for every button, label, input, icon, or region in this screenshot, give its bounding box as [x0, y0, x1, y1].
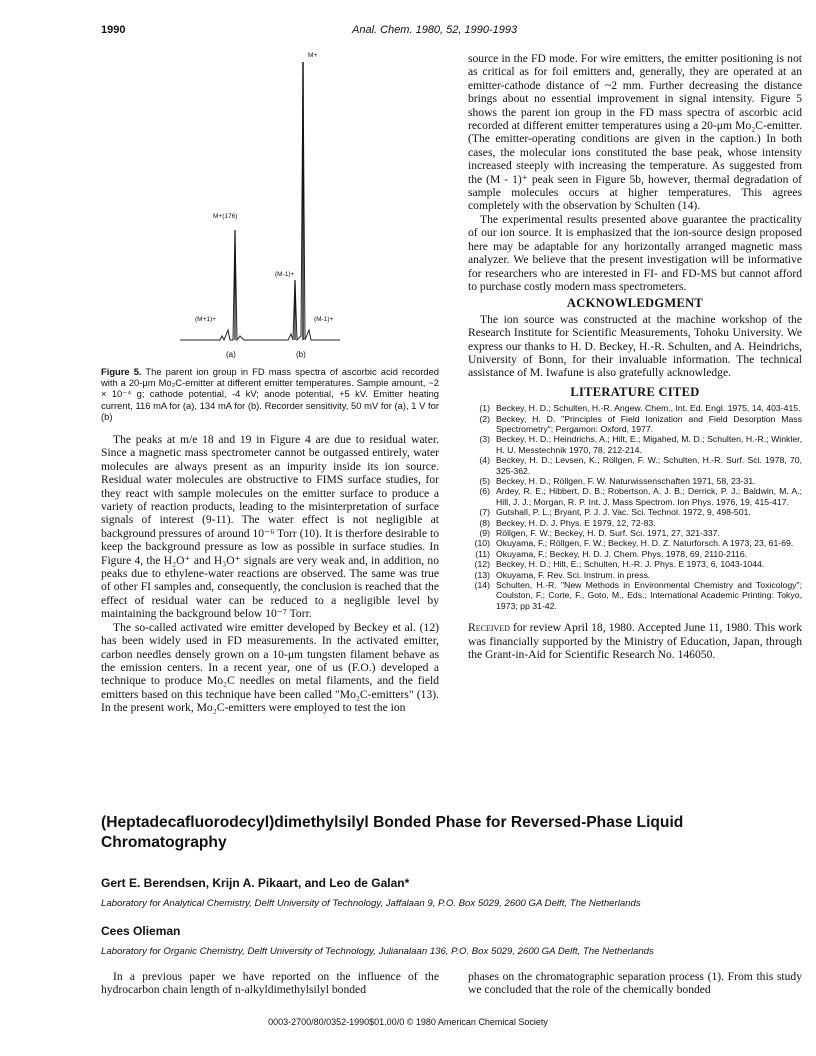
reference-list: [468, 403, 802, 611]
reference-text: Beckey, H. D.; Schulten, H.-R. Angew. Chem., Int. Ed. Engl. 1975, 14, 403-415.: [496, 403, 801, 414]
reference-number: (10): [474, 538, 490, 549]
reference-text: Okuyama, F. Rev. Sci. Instrum. in press.: [496, 569, 651, 580]
left-paragraph-1: The peaks at m/e 18 and 19 in Figure 4 are due to residual water. Since a magnetic mass spectrometer cannot be outgassed entirely, water molecules are always present as an impurity inside its ion source. Residual water molecules are obstructive to FIMS surface studies, for they react with sample molecules on the emitter surface to produce a variety of reaction products, leading to the misinterpretation of surface signals of interest (9-11). The water effect is not negligible at background pressures of around 10⁻⁶ Torr (10). It is therfore desirable to keep the background pressure as low as possible in surface studies. In Figure 4, the H₂O⁺ and H₃O⁺ signals are very weak and, in addition, no peaks due to ethylene-water reactions are observed. The same was true of other FI samples and, consequently, the conclusion is reached that the effect of residual water can be reduced to a negligible level by maintaining the background below 10⁻⁷ Torr.: [101, 433, 439, 621]
article-intro-right: [468, 970, 802, 997]
reference-number: (12): [474, 559, 490, 570]
reference-number: (11): [475, 548, 490, 559]
peak-label-m-plus-1: (M+1)+: [195, 316, 216, 323]
reference-number: (1): [479, 403, 490, 414]
reference-item: [468, 518, 802, 528]
left-paragraph-2: The so-called activated wire emitter developed by Beckey et al. (12) has been widely used in FD measurements. In the activated emitter, carbon needles densely grown on a 10-μm tungsten filament behave as the emission centers. In a recent year, one of us (F.O.) developed a technique to produce Mo₂C needles on metal filaments, and the field emitters based on this technique have been called "Mo₂C-emitters" (13). In the present work, Mo₂C-emitters were employed to test the ion: [101, 620, 439, 715]
received-note: [468, 621, 802, 661]
reference-item: [468, 538, 802, 548]
reference-text: Röllgen, F. W.; Beckey, H. D. Surf. Sci. 1971, 27, 321-337.: [496, 528, 720, 539]
reference-item: [468, 486, 802, 507]
reference-number: (2): [479, 413, 490, 424]
reference-text: Ardey, R. E.; Hibbert, D. B.; Robertson, A. J. B.; Derrick, P. J.; Baldwin, M. A.; Hill, J. J.; Morgan, R. P. Int. J. Mass Spectrom. Ion Phys. 1976, 19, 415-417.: [496, 486, 802, 507]
intro-left-text: In a previous paper we have reported on the influence of the hydrocarbon chain length of n-alkyldimethylsilyl bonded: [101, 970, 439, 997]
reference-item: [468, 570, 802, 580]
intro-right-text: phases on the chromatographic separation process (1). From this study we concluded that the role of the chemically bonded: [468, 970, 802, 997]
reference-item: [468, 507, 802, 517]
reference-text: Beckey, H. D.; Röllgen, F. W. Naturwissenschaften 1971, 58, 23-31.: [496, 476, 756, 486]
reference-number: (9): [479, 528, 490, 539]
reference-item: [468, 580, 802, 611]
reference-text: Schulten, H.-R. "New Methods in Environmental Chemistry and Toxicology"; Coulston, F.; Corte, F., Goto, M., Eds.; International Academic Printing: Tokyo, 1973; pp 31-42.: [496, 580, 802, 611]
running-header: Anal. Chem. 1980, 52, 1990-1993: [352, 24, 518, 36]
article-title: (Heptadecafluorodecyl)dimethylsilyl Bonded Phase for Reversed-Phase Liquid Chromatography: [101, 814, 684, 851]
page-number: 1990: [101, 24, 126, 36]
right-paragraph-2: The experimental results presented above guarantee the practicality of our ion source. It is emphasized that the ion-source design proposed here may be adaptable for any horizontally arranged magnetic mass analyzer. We believe that the present investigation will be informative for researchers who are interested in FI- and FD-MS but cannot afford to purchase costly modern mass spectrometers.: [468, 212, 802, 293]
reference-number: (3): [479, 434, 490, 445]
reference-item: [468, 476, 802, 486]
reference-item: [468, 559, 802, 569]
panel-label-a: (a): [226, 350, 236, 359]
reference-number: (14): [474, 580, 490, 591]
literature-heading: LITERATURE CITED: [570, 384, 700, 399]
reference-text: Beckey, H. D.; Levsen, K.; Röllgen, F. W.; Schulten, H.-R. Surf. Sci. 1978, 70, 325-362.: [496, 455, 802, 476]
received-label: Received: [468, 621, 510, 635]
reference-text: Beckey, H. D.; Heindrichs, A.; Hilt, E.; Migahed, M. D.; Schulten, H.-R.; Winkler, H. U. Messtechnik 1970, 78, 212-214.: [496, 434, 802, 455]
peak-label-m176: M+(176): [213, 213, 238, 220]
reference-number: (4): [479, 455, 490, 466]
reference-text: Beckey, H. D.; Hilt, E.; Schulten, H.-R. J. Phys. E 1973, 6, 1043-1044.: [496, 559, 765, 570]
peak-label-m-minus-1: (M-1)+: [275, 271, 295, 278]
acknowledgment-text: The ion source was constructed at the machine workshop of the Research Institute for Scientific Measurements, Tohoku University. We express our thanks to H. D. Beckey, H.-R. Schulten, and A. Heindrichs, University of Bonn, for their invaluable information. The technical assistance of M. Iwafune is also gratefully acknowledge.: [468, 312, 802, 380]
reference-text: Gutshall, P. L.; Bryant, P. J. J. Vac. Sci. Technol. 1972, 9, 498-501.: [496, 507, 751, 518]
reference-number: (13): [474, 569, 490, 580]
right-paragraph-1: source in the FD mode. For wire emitters, the emitter positioning is not as critical as for foil emitters and, generally, they are operated at an emitter-cathode distance of ~2 mm. Further decreasing the distance brings about no essential improvement in signal intensity. Figure 5 shows the parent ion group in the FD mass spectra of ascorbic acid recorded at different emitter temperatures using a 20-μm Mo₂C-emitter. (The emitter-operating conditions are given in the caption.) In both cases, the molecular ions constituted the base peak, whose intensity increased steeply with increasing the temperature. As suggested from the (M - 1)⁺ peak seen in Figure 5b, however, thermal degradation of sample molecules occurs at higher temperatures. This agrees completely with the observation by Schulten (14).: [468, 52, 802, 213]
left-column: [101, 433, 439, 715]
reference-number: (5): [479, 476, 490, 486]
footer-copyright: 0003-2700/80/0352-1990$01.00/0 © 1980 American Chemical Society: [268, 1017, 548, 1027]
spectrum-b: [270, 62, 340, 340]
reference-text: Okuyama, F.; Röllgen, F. W.; Beckey, H. D. Z. Naturforsch. A 1973, 23, 61-69.: [496, 538, 794, 549]
reference-item: [468, 403, 802, 413]
article-intro-left: [101, 970, 439, 997]
figure-5-spectra: [160, 40, 380, 370]
reference-item: [468, 414, 802, 435]
reference-text: Okuyama, F.; Beckey, H. D. J. Chem. Phys. 1978, 69, 2110-2116.: [496, 548, 748, 559]
reference-text: Beckey, H. D. J. Phys. E 1979, 12, 72-83.: [496, 517, 656, 528]
acknowledgment-heading: ACKNOWLEDGMENT: [566, 296, 704, 311]
right-column: [468, 52, 802, 662]
reference-number: (7): [479, 507, 490, 518]
affiliation-2: Laboratory for Organic Chemistry, Delft University of Technology, Julianalaan 136, P.O. Box 5029, 2600 GA Delft, The Netherlands: [101, 946, 654, 957]
reference-item: [468, 434, 802, 455]
peak-label-m-minus-1-b: (M-1)+: [314, 316, 334, 323]
reference-text: Beckey, H. D. "Principles of Field Ionization and Field Desorption Mass Spectrometry"; Pergamon: Oxford, 1977.: [496, 413, 802, 434]
authors-group-2: Cees Olieman: [101, 924, 181, 938]
peak-label-m: M+: [308, 52, 318, 59]
reference-item: [468, 549, 802, 559]
affiliation-1: Laboratory for Analytical Chemistry, Delft University of Technology, Jaffalaan 9, P.O. Box 5029, 2600 GA Delft, The Netherlands: [101, 898, 641, 909]
reference-number: (6): [479, 486, 490, 497]
reference-item: [468, 455, 802, 476]
figure-caption-label: Figure 5.: [101, 366, 142, 377]
reference-number: (8): [479, 517, 490, 528]
figure-caption-text: The parent ion group in FD mass spectra of ascorbic acid recorded with a 20-μm Mo₂C-emitter at different emitter temperatures. Sample amount, ~2 × 10⁻⁴ g; cathode potential, -4 kV; anode potential, +5 kV. Emitter heating current, 116 mA for (a), 134 mA for (b). Recorder sensitivity, 50 mV for (a), 1 V for (b): [101, 366, 439, 422]
reference-item: [468, 528, 802, 538]
panel-label-b: (b): [296, 350, 306, 359]
received-text: for review April 18, 1980. Accepted June 11, 1980. This work was financially supported by the Ministry of Education, Japan, through the Grant-in-Aid for Scientific Research No. 146050.: [468, 621, 802, 662]
figure-caption: [101, 366, 439, 422]
authors-group-1: Gert E. Berendsen, Krijn A. Pikaart, and Leo de Galan*: [101, 876, 410, 890]
spectrum-a: [180, 230, 270, 340]
